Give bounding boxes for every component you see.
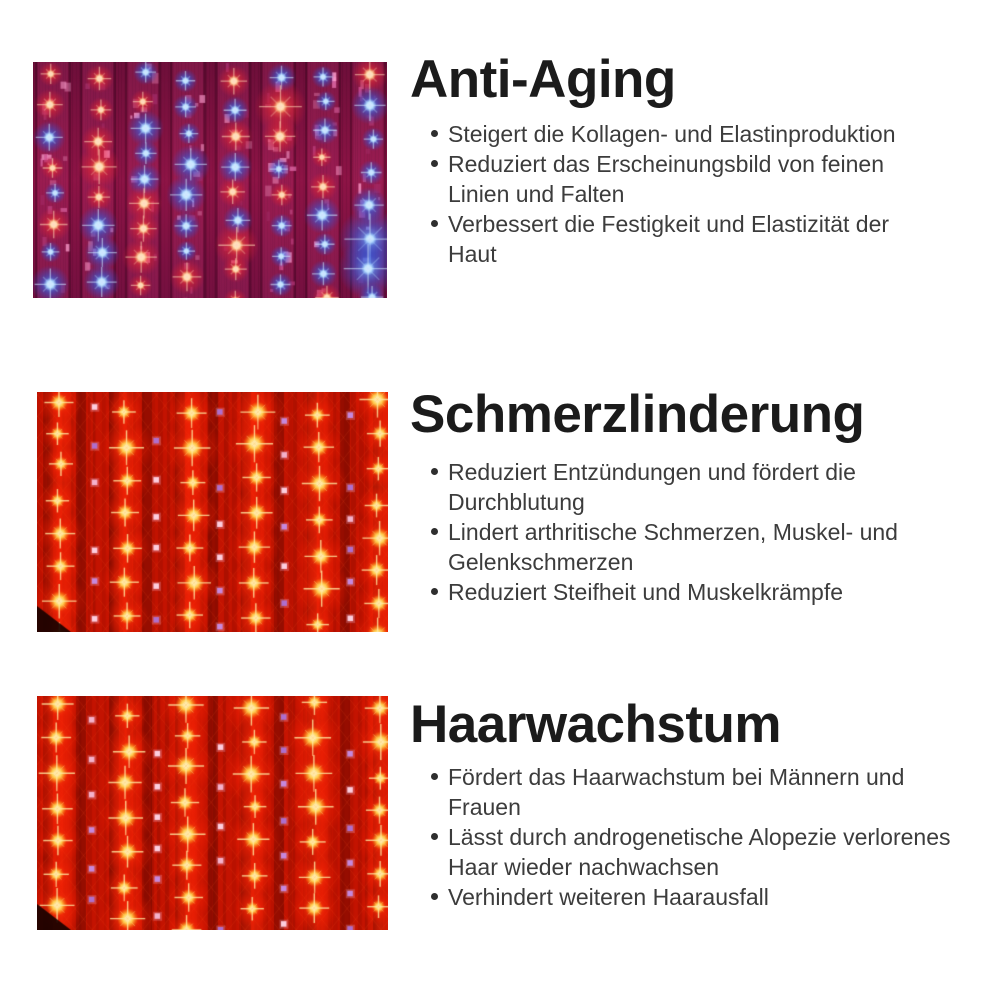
led-panel-image-red [37,696,388,930]
benefit-item: Lässt durch androgenetische Alopezie verlorenes Haar wieder nachwachsen [410,822,975,882]
led-panel-image-red [37,392,388,632]
benefit-list-anti-aging [410,119,975,269]
led-panel-image-red-blue [33,62,387,298]
section-heading-schmerzlinderung: Schmerzlinderung [410,385,865,444]
section-heading-haarwachstum: Haarwachstum [410,695,782,754]
benefit-item: Reduziert das Erscheinungsbild von feinen Linien und Falten [410,149,975,209]
section-heading-anti-aging: Anti-Aging [410,50,676,109]
benefit-item: Reduziert Entzündungen und fördert die Durchblutung [410,457,975,517]
benefit-item: Steigert die Kollagen- und Elastinproduktion [410,119,975,149]
benefit-item: Reduziert Steifheit und Muskelkrämpfe [410,577,975,607]
benefit-item: Verbessert die Festigkeit und Elastizität der Haut [410,209,975,269]
benefit-item: Lindert arthritische Schmerzen, Muskel- und Gelenkschmerzen [410,517,975,577]
benefit-list-haarwachstum [410,762,975,912]
benefit-item: Verhindert weiteren Haarausfall [410,882,975,912]
benefit-list-schmerzlinderung [410,457,975,607]
benefit-item: Fördert das Haarwachstum bei Männern und Frauen [410,762,975,822]
